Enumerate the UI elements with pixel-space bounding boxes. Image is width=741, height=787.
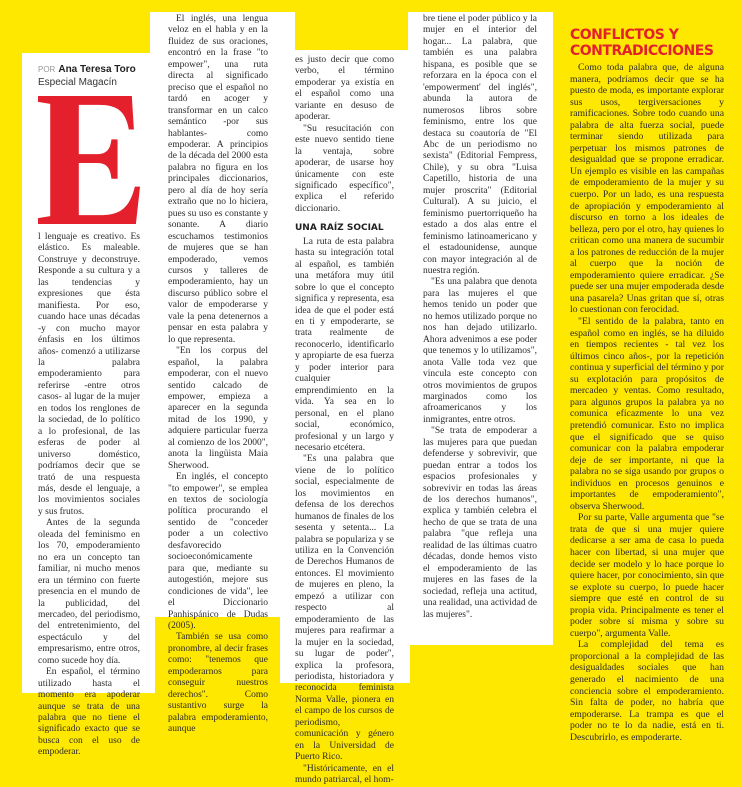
paragraph: "Se trata de empoderar a las mujeres para que puedan defenderse y sobrevivir, que puedan entrar a todos los espacios profesionales y sobrevivir en todas las áreas de los derechos humanos", explica y también celebra el hecho de que se trata de una palabra "que refleja una realidad de las últimas cuatro décadas, donde hemos visto el empoderamiento de las mujeres en las fases de la sociedad, refleja una actitud, una realidad, una actividad de las mujeres". <box>423 426 537 620</box>
drop-cap <box>38 96 140 224</box>
byline-prefix: POR <box>38 65 56 74</box>
paragraph: "Es una palabra que viene de lo político social, especialmente de los movimientos en defensa de los derechos humanos de finales de los sesenta y setenta... La palabra se populariza y se utiliza en la Convención de Derechos Humanos de entonces. El movimiento de mujeres en pleno, la empezó a utilizar con respecto al empoderamiento de las mujeres para reafirmar a la mujer en la sociedad, su lugar de poder", explica la profesora, periodista, historiadora y reconocida feminista Norma Valle, pionera en el campo de los cursos de periodismo, comunicación y género en la Universidad de Puerto Rico. <box>295 454 394 763</box>
paragraph: bre tiene el poder público y la mujer en el interior del hogar... La palabra, que también es una palabra hispana, es posible que se reforzara en la época con el 'empowerment' del inglés", abunda la autora de numerosos libros sobre feminismo, entre los que destaca su coautoría de "El Abc de un periodismo no sexista" (Editorial Fempress, Chile), y su obra "Luisa Capetillo, historia de una mujer proscrita" (Editorial Cultural). A su juicio, el feminismo puertorriqueño ha estado a dos alas entre el feminismo latinoamericano y el estadounidense, aunque con mayor integración al de nuestra región. <box>423 14 537 276</box>
sidebar-title <box>570 27 724 59</box>
paragraph: Antes de la segunda oleada del feminismo en los 70, empoderamiento no era un concepto tan familiar, ni mucho menos era un término con fuerte presencia en el mundo de la publicidad, del mercadeo, del periodismo, del entretenimiento, del espectáculo y del empresarismo, entre otros, como sucede hoy día. <box>38 518 140 666</box>
paragraph: es justo decir que como verbo, el término empoderar ya existía en el español como una variante en desuso de apoderar. <box>295 55 394 123</box>
paragraph: La ruta de esta palabra hasta su integración total al español, es también una metáfora muy útil sobre lo que el concepto significa y representa, esa idea de que el poder está en ti y empoderarte, se trata realmente de reconocerlo, identificarlo y apropiarte de esa fuerza y poder interior para cualquier emprendimiento en la vida. Ya sea en lo personal, en el plano social, económico, profesional y un largo y necesario etcétera. <box>295 236 394 453</box>
article-column-3 <box>295 55 394 787</box>
paragraph: "En los corpus del español, la palabra empoderar, con el nuevo sentido calcado de empower, empieza a aparecer en la segunda mitad de los 1990, y adquiere particular fuerza al comienzo de los 2000", anota la lingüista Maia Sherwood. <box>168 346 268 471</box>
paragraph: "Es una palabra que denota para las mujeres el que hemos tenido un poder que no hemos utilizado porque no nos han dejado utilizarlo. Ahora advenimos a ese poder que tenemos y lo utilizamos", anota Valle toda vez que vincula este concepto con otros movimientos de grupos marginados como los afroamericanos y los inmigrantes, entre otros. <box>423 277 537 425</box>
paragraph: En español, el término utilizado hasta el momento era apoderar aunque se trata de una palabra que no tiene el significado exacto que se busca con el uso de empoderar. <box>38 667 140 758</box>
paragraph: La complejidad del tema es proporcional a la complejidad de las desigualdades sociales que han generado el nacimiento de una conciencia sobre el empoderamiento. Sin falta de poder, no habría que empoderarse. La trampa es que el poder no te lo da nadie, está en ti. Descubrirlo, es empoderarte. <box>570 639 724 743</box>
drop-cap-letter-shape <box>38 96 140 224</box>
paragraph: En inglés, el concepto "to empower", se emplea en textos de sociología política procurando el sentido de "conceder poder a un colectivo desfavorecido socioeconómicamente para que, mediante su autogestión, mejore sus condiciones de vida", lee el Diccionario Panhispánico de Dudas (2005). <box>168 472 268 632</box>
paragraph: Por su parte, Valle argumenta que "se trata de que si una mujer quiere dedicarse a ser ama de casa lo pueda hacer con libertad, si una mujer que decide ser modelo y lo hace porque lo quiere hacer, por conocimiento, sin que se explote su cuerpo, lo puede hacer siempre que esté en control de su propia vida. Principalmente es tener el poder sobre sí misma y sobre su cuerpo", argumenta Valle. <box>570 512 724 639</box>
byline-section: Especial Magacín <box>38 76 117 88</box>
paragraph: El inglés, una lengua veloz en el habla y en la fluidez de sus oraciones, encontró en la frase "to empower", una ruta directa al significado preciso que el español no tardó en acoger y transformar en un calco semántico -por sus hablantes- como empoderar. A principios de la década del 2000 esta palabra no figura en los principales diccionarios, pero al día de hoy sería extraño que no lo hiciera, pues su uso es constante y sonante. A diario escuchamos testimonios de mujeres que se han empoderado, vemos cursos y talleres de empoderamiento, hay un discurso público sobre el valor de empoderarse y vale la pena detenernos a pensar en esta palabra y lo que representa. <box>168 14 268 345</box>
paragraph: "Su resucitación con este nuevo sentido tiene la ventaja, sobre apoderar, de usarse hoy únicamente con este significado específico", explica el referido diccionario. <box>295 123 394 214</box>
paragraph: l lenguaje es creativo. Es elástico. Es maleable. Construye y deconstruye. Responde a su cultura y a las tendencias y expresiones que ésta manifiesta. Por eso, cuando hace unas décadas -y con mucho mayor énfasis en los últimos años- comenzó a utilizarse la palabra empoderamiento para referirse -entre otros casos- al lugar de la mujer en todos los renglones de la sociedad, de lo político a lo profesional, de las esferas de poder al universo doméstico, podríamos decir que se trató de una respuesta más, desde el lenguaje, a los movimientos sociales y sus frutos. <box>38 232 140 517</box>
paragraph: "El sentido de la palabra, tanto en español como en inglés, se ha diluido en tiempos recientes - tal vez los últimos cinco años-, por la repetición continua y superficial del término y por su explotación para propósitos de mercadeo y ventas. Como resultado, para algunos grupos la palabra ya no comunica eficazmente lo una vez pretendió comunicar. Esto no implica que el significado que se quiso comunicar con la palabra empoderar deje de ser importante, ni que la palabra no se siga usando por grupos o individuos en procesos genuinos e importantes de empoderamiento", observa Sherwood. <box>570 316 724 512</box>
paragraph: "Históricamente, en el mundo patriarcal, el hom- <box>295 763 394 786</box>
sidebar-title-line-1: CONFLICTOS Y <box>570 27 679 43</box>
byline-author: Ana Teresa Toro <box>58 64 136 75</box>
subheading: UNA RAÍZ SOCIAL <box>295 223 384 234</box>
article-column-2 <box>168 14 268 736</box>
article-column-4 <box>423 14 537 621</box>
byline <box>38 64 136 89</box>
paragraph: También se usa como pronombre, al decir frases como: "tenemos que empoderarnos para conseguir nuestros derechos". Como sustantivo surge la palabra empoderamiento, aunque <box>168 632 268 735</box>
article-column-1 <box>38 232 140 759</box>
paragraph: Como toda palabra que, de alguna manera, podríamos decir que se ha puesto de moda, es importante explorar sus usos, tergiversaciones y ramificaciones. Sobre todo cuando una palabra de alta fuerza social, puede terminar siendo utilizada para perpetuar los mismos patrones de desigualdad que se propone erradicar. Un ejemplo es visible en las campañas de empoderamiento de la mujer y su cuerpo. Por un lado, es una respuesta de apropiación y empoderamiento al discurso en torno a los ideales de belleza, pero por el otro, hay quienes lo critican como una manera de sucumbir a los patrones de reducción de la mujer al cuerpo que la noción de empoderamiento quiere erradicar. ¿Se puede ser una mujer empoderada desde una pasarela? Unas gritan que sí, otras lo cuestionan con ferocidad. <box>570 62 724 316</box>
sidebar-column <box>570 27 724 743</box>
sidebar-title-line-2: CONTRADICCIONES <box>570 43 714 59</box>
